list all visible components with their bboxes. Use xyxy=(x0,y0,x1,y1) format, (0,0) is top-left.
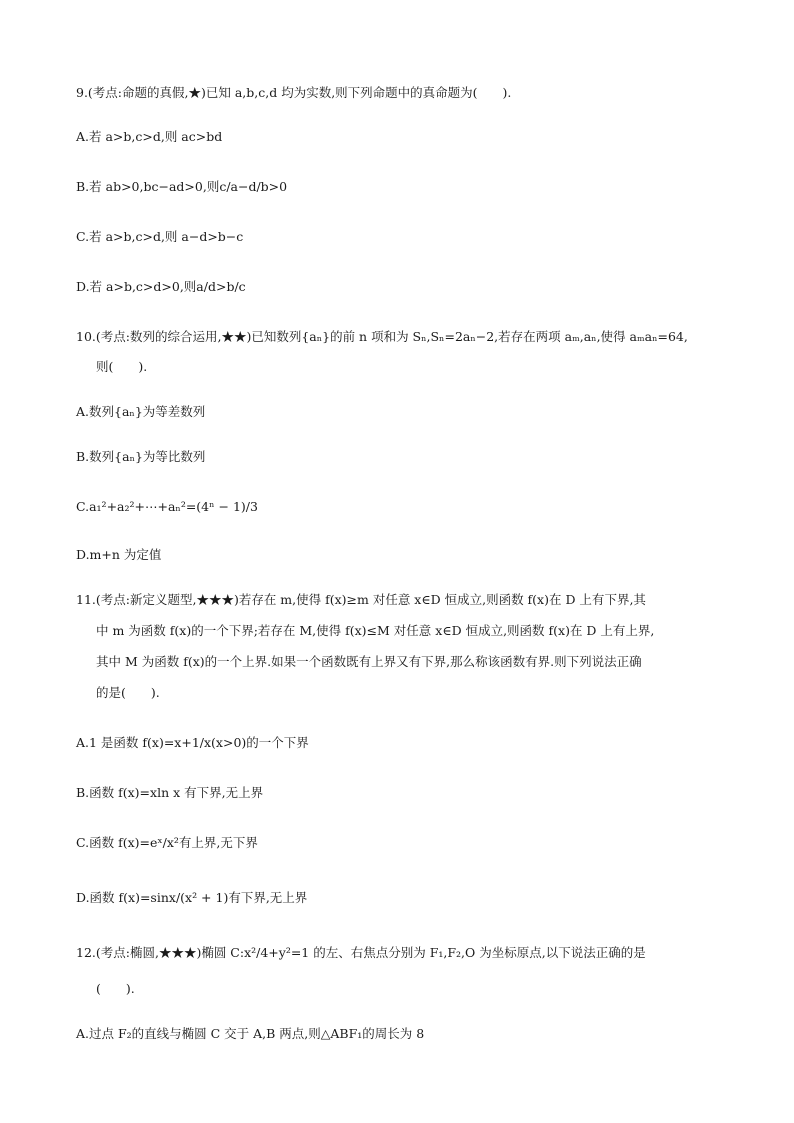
question-9-option-b: B.若 ab>0,bc−ad>0,则c/a−d/b>0 xyxy=(76,179,288,194)
question-10-option-b: B.数列{aₙ}为等比数列 xyxy=(76,449,206,464)
question-11-stem-cont-1: 中 m 为函数 f(x)的一个下界;若存在 M,使得 f(x)≤M 对任意 x∈D 恒成立,则函数 f(x)在 D 上有上界, xyxy=(96,623,655,638)
question-11-option-a: A.1 是函数 f(x)=x+1/x(x>0)的一个下界 xyxy=(76,735,309,750)
question-12-option-a: A.过点 F₂的直线与椭圆 C 交于 A,B 两点,则△ABF₁的周长为 8 xyxy=(76,1026,425,1041)
question-11-stem: 11.(考点:新定义题型,★★★)若存在 m,使得 f(x)≥m 对任意 x∈D 恒成立,则函数 f(x)在 D 上有下界,其 xyxy=(76,592,646,607)
question-9-option-a: A.若 a>b,c>d,则 ac>bd xyxy=(76,129,223,144)
question-9-option-d: D.若 a>b,c>d>0,则a/d>b/c xyxy=(76,279,246,294)
question-12-stem-cont: ( ). xyxy=(96,981,135,996)
question-11-stem-cont-3: 的是( ). xyxy=(96,685,160,700)
question-10-stem: 10.(考点:数列的综合运用,★★)已知数列{aₙ}的前 n 项和为 Sₙ,Sₙ=2aₙ−2,若存在两项 aₘ,aₙ,使得 aₘaₙ=64, xyxy=(76,329,688,344)
question-10-option-a: A.数列{aₙ}为等差数列 xyxy=(76,404,206,419)
question-9-option-c: C.若 a>b,c>d,则 a−d>b−c xyxy=(76,229,244,244)
question-11-option-b: B.函数 f(x)=xln x 有下界,无上界 xyxy=(76,785,264,800)
question-12-stem: 12.(考点:椭圆,★★★)椭圆 C:x²/4+y²=1 的左、右焦点分别为 F₁,F₂,O 为坐标原点,以下说法正确的是 xyxy=(76,945,646,960)
question-11-option-c: C.函数 f(x)=eˣ/x²有上界,无下界 xyxy=(76,835,258,850)
question-9-stem: 9.(考点:命题的真假,★)已知 a,b,c,d 均为实数,则下列命题中的真命题为( ). xyxy=(76,85,512,100)
question-10-stem-cont: 则( ). xyxy=(96,359,148,374)
question-10-option-d: D.m+n 为定值 xyxy=(76,547,162,562)
question-11-stem-cont-2: 其中 M 为函数 f(x)的一个上界.如果一个函数既有上界又有下界,那么称该函数有界.则下列说法正确 xyxy=(96,654,642,669)
question-10-option-c: C.a₁²+a₂²+⋯+aₙ²=(4ⁿ − 1)/3 xyxy=(76,499,258,514)
question-11-option-d: D.函数 f(x)=sinx/(x² + 1)有下界,无上界 xyxy=(76,890,308,905)
